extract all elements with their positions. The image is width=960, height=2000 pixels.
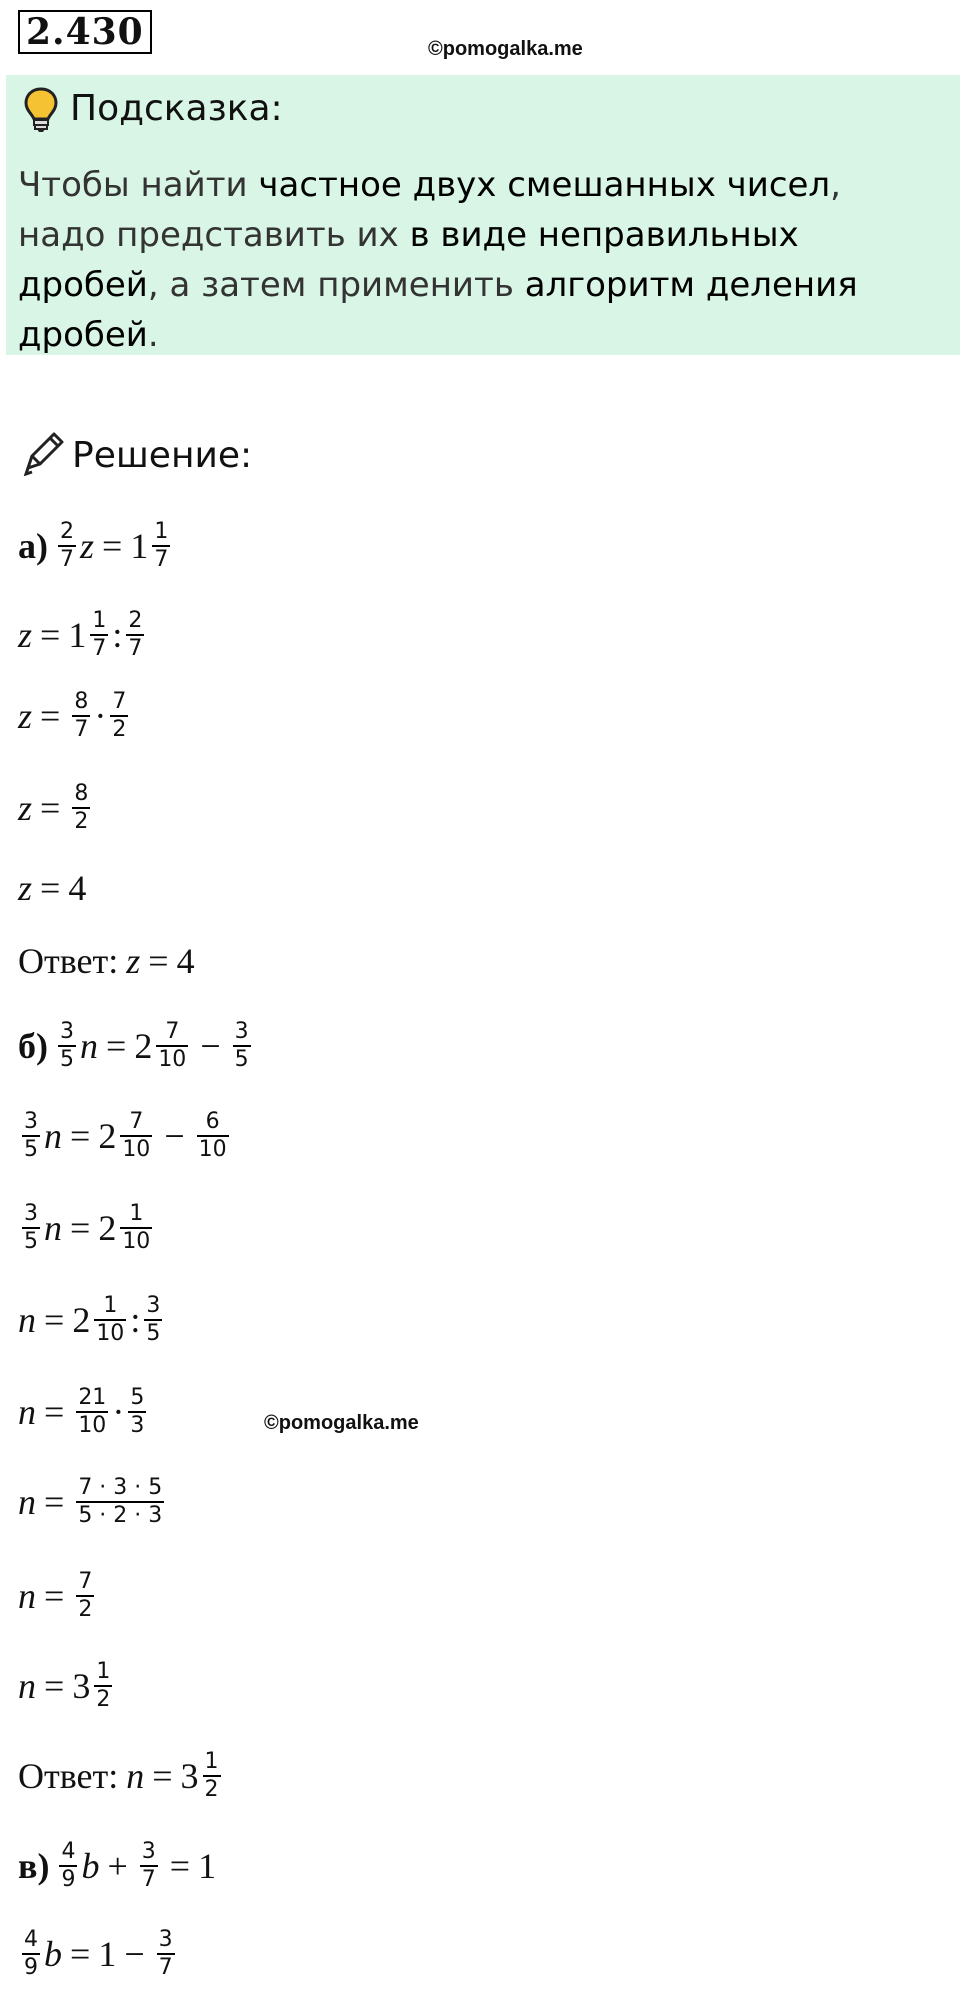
pencil-icon [20,430,66,476]
watermark: ©pomogalka.me [264,1412,419,1434]
equation-line: а) 2 7 z = 1 $\frac{1}{7}$ [18,519,169,572]
equation-line: z = 4 [18,868,87,908]
watermark: ©pomogalka.me [428,38,583,60]
solution-title: Решение: [72,435,253,476]
equation-line: n = 3 $\frac{1}{2}$ [18,1659,111,1712]
equation-line: 3 5 n = 2 $\frac{1}{10}$ [24,1201,151,1254]
equation-line: б) 3 5 n = 2 $\frac{7}{10}$ − $\frac{3}{5}$ [18,1019,249,1072]
equation-line: 4 9 b = 1 − $\frac{3}{7}$ [24,1927,173,1980]
hint-title: Подсказка: [70,88,283,129]
lightbulb-icon [22,86,60,134]
answer-line: Ответ: z = 4 [18,941,195,981]
equation-line: в) 4 9 b + $\frac{3}{7}$ = 1 [18,1839,217,1892]
equation-line: n = $\frac{7 \cdot 3 \cdot 5}{5 \cdot 2 \cdot 3}$ [18,1475,163,1528]
equation-line: z = $\frac{8}{2}$ [18,781,89,834]
equation-line: 3 5 n = 2 $\frac{7}{10}$ − $\frac{6}{10}$ [24,1109,227,1162]
equation-line: n = $\frac{21}{10}$ · 5 3 [18,1385,145,1438]
equation-line: n = 2 $\frac{1}{10}$ : 3 5 [18,1293,161,1346]
equation-line: z = 1 $\frac{1}{7}$ : 2 7 [18,608,143,661]
problem-number: 2.430 [18,10,152,54]
equation-line: z = $\frac{8}{7}$ · 7 2 [18,689,127,742]
hint-text: Чтобы найти частное двух смешанных чисел, надо представить их в виде неправильных дробей, а затем применить алгоритм деления дробей. [18,165,858,355]
equation-line: n = $\frac{7}{2}$ [18,1569,93,1622]
answer-line: Ответ: n = 3 $\frac{1}{2}$ [18,1749,219,1802]
